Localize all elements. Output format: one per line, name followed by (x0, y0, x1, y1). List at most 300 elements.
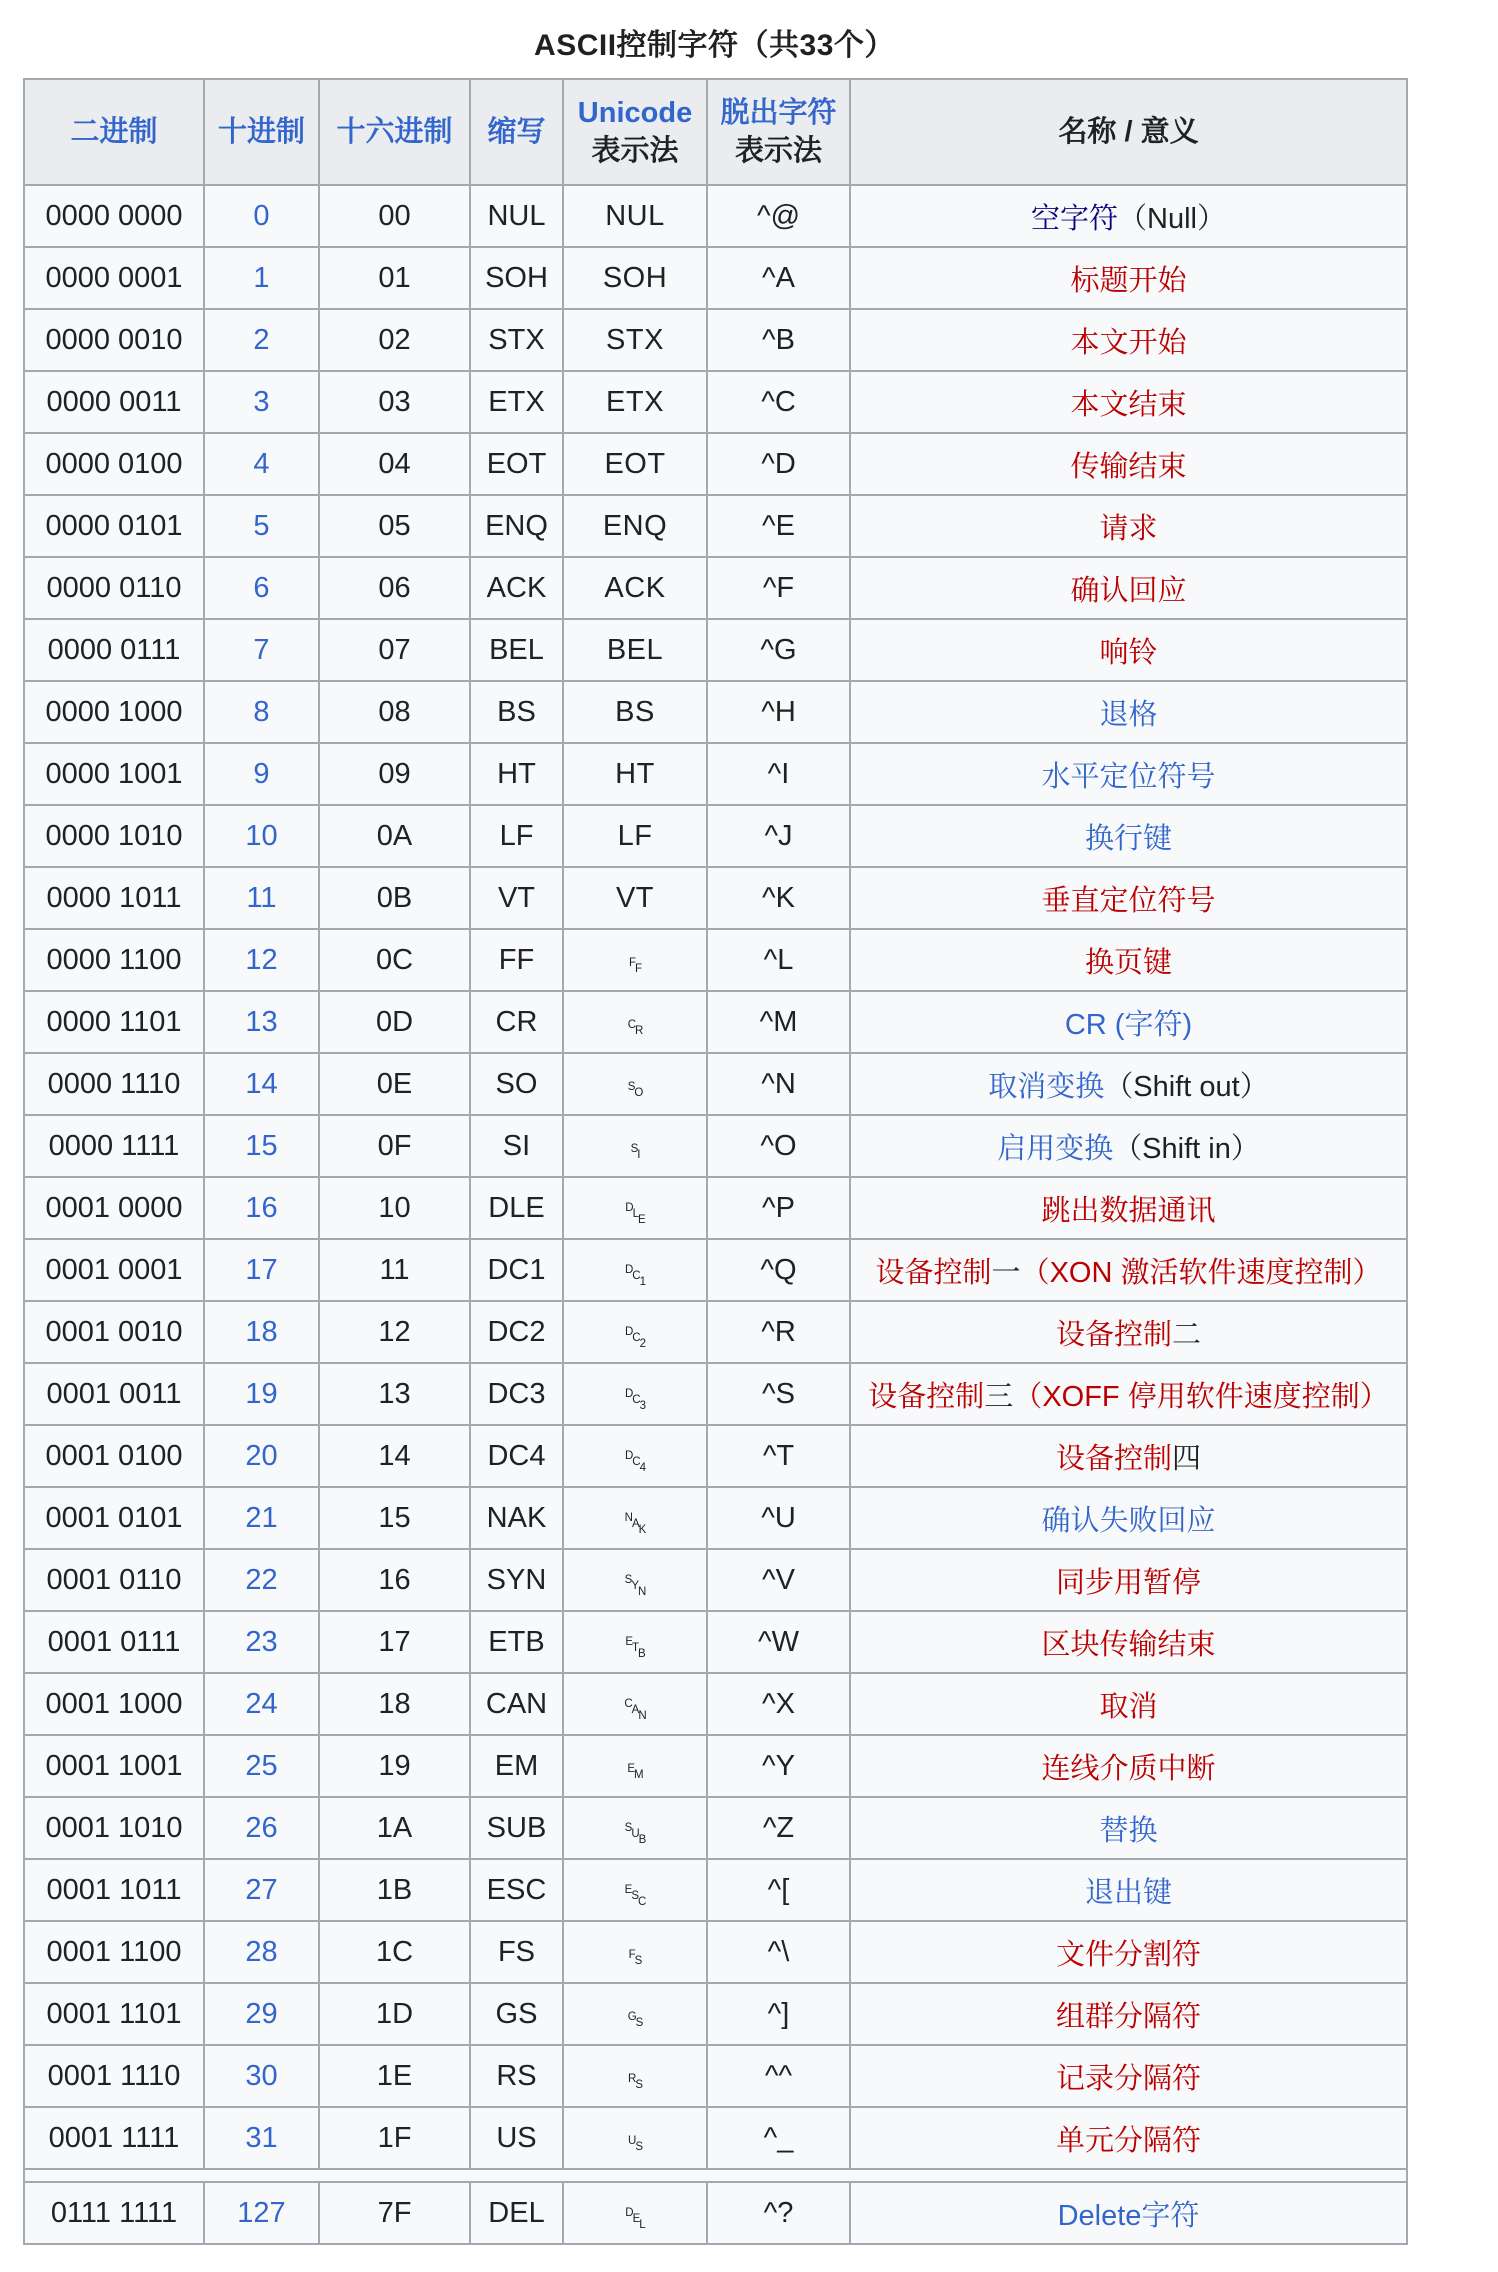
decimal-link[interactable]: 10 (245, 819, 278, 852)
decimal-cell (204, 1363, 319, 1425)
hex-cell: 08 (319, 681, 470, 743)
binary-cell: 0001 0000 (24, 1177, 204, 1239)
name-link[interactable]: 空字符 (1031, 202, 1119, 235)
table-row (24, 867, 1407, 929)
name-cell (850, 1487, 1407, 1549)
table-row (24, 619, 1407, 681)
name-link[interactable]: 设备控制 (868, 1380, 985, 1413)
name-cell (850, 185, 1407, 247)
decimal-link[interactable]: 3 (253, 385, 270, 418)
unicode-representation-cell: DEL (563, 2182, 707, 2244)
name-link[interactable]: 换行键 (1084, 822, 1172, 855)
caret-notation-cell: ^T (707, 1425, 850, 1487)
table-row (24, 495, 1407, 557)
abbreviation-cell: EOT (470, 433, 563, 495)
name-link[interactable]: 确认失败回应 (1041, 1504, 1216, 1537)
name-link[interactable]: 记录分隔符 (1055, 2062, 1201, 2095)
binary-cell: 0001 0001 (24, 1239, 204, 1301)
unicode-representation-cell: FS (563, 1921, 707, 1983)
table-row (24, 309, 1407, 371)
binary-cell: 0000 0100 (24, 433, 204, 495)
name-link[interactable]: 设备控制 (875, 1256, 992, 1289)
decimal-cell (204, 867, 319, 929)
hex-cell: 02 (319, 309, 470, 371)
name-text: （Shift in） (1113, 1132, 1260, 1165)
page-title: ASCII控制字符（共33个） (534, 29, 895, 62)
unicode-representation-cell: SI (563, 1115, 707, 1177)
name-cell (850, 1611, 1407, 1673)
decimal-link[interactable]: 15 (245, 1129, 278, 1162)
caret-notation-cell: ^N (707, 1053, 850, 1115)
decimal-link[interactable]: 30 (245, 2059, 278, 2092)
table-row (24, 1301, 1407, 1363)
binary-cell: 0001 1010 (24, 1797, 204, 1859)
header-hex-link[interactable]: 十六进制 (336, 116, 453, 148)
abbreviation-cell: HT (470, 743, 563, 805)
name-cell (850, 1859, 1407, 1921)
caret-notation-cell: ^Z (707, 1797, 850, 1859)
unicode-representation-cell: DC3 (563, 1363, 707, 1425)
name-cell (850, 1177, 1407, 1239)
decimal-link[interactable]: 19 (245, 1377, 278, 1410)
decimal-cell (204, 1673, 319, 1735)
caret-notation-cell: ^@ (707, 185, 850, 247)
name-cell (850, 1549, 1407, 1611)
table-row (24, 743, 1407, 805)
unicode-representation-cell: US (563, 2107, 707, 2169)
binary-cell: 0001 1001 (24, 1735, 204, 1797)
name-text: 三 (984, 1380, 1014, 1413)
table-row (24, 371, 1407, 433)
hex-cell: 18 (319, 1673, 470, 1735)
table-row (24, 1549, 1407, 1611)
header-binary-link[interactable]: 二进制 (70, 116, 158, 148)
table-row (24, 1177, 1407, 1239)
abbreviation-cell: SUB (470, 1797, 563, 1859)
abbreviation-cell: DC1 (470, 1239, 563, 1301)
decimal-link[interactable]: 5 (253, 509, 270, 542)
decimal-cell (204, 185, 319, 247)
abbreviation-cell: STX (470, 309, 563, 371)
caret-notation-cell: ^M (707, 991, 850, 1053)
name-link[interactable]: 启用变换 (997, 1132, 1114, 1165)
name-cell (850, 1735, 1407, 1797)
hex-cell: 1C (319, 1921, 470, 1983)
binary-cell: 0000 0111 (24, 619, 204, 681)
name-link[interactable]: 设备控制 (1055, 1442, 1172, 1475)
name-link[interactable]: 水平定位符号 (1041, 760, 1216, 793)
decimal-cell (204, 1115, 319, 1177)
unicode-representation-cell: VT (563, 867, 707, 929)
table-row (24, 991, 1407, 1053)
table-row (24, 2182, 1407, 2244)
name-link[interactable]: 取消变换 (988, 1070, 1105, 1103)
binary-cell: 0000 0010 (24, 309, 204, 371)
name-link[interactable]: 区块传输结束 (1041, 1628, 1216, 1661)
caret-notation-cell: ^X (707, 1673, 850, 1735)
table-row (24, 1425, 1407, 1487)
abbreviation-cell: SO (470, 1053, 563, 1115)
hex-cell: 09 (319, 743, 470, 805)
name-cell (850, 805, 1407, 867)
caret-notation-cell: ^[ (707, 1859, 850, 1921)
abbreviation-cell: SOH (470, 247, 563, 309)
decimal-cell (204, 929, 319, 991)
abbreviation-cell: LF (470, 805, 563, 867)
caret-notation-cell: ^G (707, 619, 850, 681)
abbreviation-cell: DC4 (470, 1425, 563, 1487)
decimal-link[interactable]: 22 (245, 1563, 278, 1596)
unicode-representation-cell: RS (563, 2045, 707, 2107)
decimal-cell (204, 1797, 319, 1859)
table-row (24, 2045, 1407, 2107)
caret-notation-cell: ^K (707, 867, 850, 929)
header-row (24, 79, 1407, 185)
name-link[interactable]: 跳出数据通讯 (1041, 1194, 1216, 1227)
hex-cell: 12 (319, 1301, 470, 1363)
caret-notation-cell: ^? (707, 2182, 850, 2244)
name-text: （Shift out） (1104, 1070, 1269, 1103)
hex-cell: 07 (319, 619, 470, 681)
hex-cell: 00 (319, 185, 470, 247)
caret-notation-cell: ^D (707, 433, 850, 495)
decimal-cell (204, 495, 319, 557)
table-row (24, 557, 1407, 619)
name-cell (850, 1921, 1407, 1983)
binary-cell: 0001 0100 (24, 1425, 204, 1487)
hex-cell: 01 (319, 247, 470, 309)
hex-cell: 10 (319, 1177, 470, 1239)
hex-cell: 0F (319, 1115, 470, 1177)
unicode-representation-cell: LF (563, 805, 707, 867)
caret-notation-cell: ^V (707, 1549, 850, 1611)
hex-cell: 1E (319, 2045, 470, 2107)
decimal-cell (204, 619, 319, 681)
name-link[interactable]: 连线介质中断 (1041, 1752, 1216, 1785)
name-cell (850, 1239, 1407, 1301)
name-cell (850, 619, 1407, 681)
unicode-representation-cell: SO (563, 1053, 707, 1115)
abbreviation-cell: DC2 (470, 1301, 563, 1363)
binary-cell: 0001 1011 (24, 1859, 204, 1921)
name-cell (850, 433, 1407, 495)
name-cell (850, 1425, 1407, 1487)
binary-cell: 0001 1100 (24, 1921, 204, 1983)
table-row (24, 1797, 1407, 1859)
header-name-meaning: 名称 / 意义 (850, 79, 1407, 185)
caret-notation-cell: ^U (707, 1487, 850, 1549)
table-row (24, 1673, 1407, 1735)
header-escape-character (707, 79, 850, 185)
decimal-cell (204, 557, 319, 619)
hex-cell: 0E (319, 1053, 470, 1115)
decimal-link[interactable]: 0 (253, 199, 270, 232)
unicode-representation-cell: FF (563, 929, 707, 991)
unicode-representation-cell: ETB (563, 1611, 707, 1673)
decimal-link[interactable]: 23 (245, 1625, 278, 1658)
decimal-link[interactable]: 24 (245, 1687, 278, 1720)
hex-cell: 17 (319, 1611, 470, 1673)
unicode-representation-cell: DC2 (563, 1301, 707, 1363)
unicode-representation-cell: BS (563, 681, 707, 743)
caret-notation-cell: ^C (707, 371, 850, 433)
caret-notation-cell: ^J (707, 805, 850, 867)
decimal-link[interactable]: 12 (245, 943, 278, 976)
name-link[interactable]: 设备控制 (1055, 1318, 1172, 1351)
caret-notation-cell: ^F (707, 557, 850, 619)
table-row (24, 1363, 1407, 1425)
decimal-cell (204, 1053, 319, 1115)
name-link[interactable]: 换页键 (1084, 946, 1172, 979)
name-link[interactable]: 标题开始 (1070, 264, 1187, 297)
table-row (24, 2107, 1407, 2169)
abbreviation-cell: BEL (470, 619, 563, 681)
hex-cell: 05 (319, 495, 470, 557)
decimal-link[interactable]: 16 (245, 1191, 278, 1224)
header-unicode-line2: 表示法 (591, 135, 679, 167)
decimal-link[interactable]: 2 (253, 323, 270, 356)
hex-cell: 19 (319, 1735, 470, 1797)
name-link[interactable]: 传输结束 (1070, 450, 1187, 483)
decimal-cell (204, 2107, 319, 2169)
decimal-cell (204, 805, 319, 867)
decimal-link[interactable]: 26 (245, 1811, 278, 1844)
decimal-link[interactable]: 27 (245, 1873, 278, 1906)
name-link[interactable]: 退格 (1099, 698, 1158, 731)
hex-cell: 7F (319, 2182, 470, 2244)
decimal-cell (204, 371, 319, 433)
binary-cell: 0000 0000 (24, 185, 204, 247)
binary-cell: 0001 0101 (24, 1487, 204, 1549)
table-row (24, 1611, 1407, 1673)
abbreviation-cell: ETX (470, 371, 563, 433)
separator-cell (24, 2169, 1407, 2182)
name-link[interactable]: Delete字符 (1057, 2199, 1200, 2232)
abbreviation-cell: GS (470, 1983, 563, 2045)
unicode-representation-cell: SOH (563, 247, 707, 309)
name-text: 四 (1172, 1442, 1202, 1475)
unicode-representation-cell: ETX (563, 371, 707, 433)
name-cell (850, 1301, 1407, 1363)
abbreviation-cell: BS (470, 681, 563, 743)
name-link[interactable]: 单元分隔符 (1055, 2124, 1201, 2157)
header-unicode-link[interactable]: Unicode (577, 97, 693, 129)
abbreviation-cell: DLE (470, 1177, 563, 1239)
abbreviation-cell: SYN (470, 1549, 563, 1611)
name-link[interactable]: 本文结束 (1070, 388, 1187, 421)
header-escape-link[interactable]: 脱出字符 (720, 97, 837, 129)
caret-notation-cell: ^I (707, 743, 850, 805)
binary-cell: 0000 1010 (24, 805, 204, 867)
decimal-link[interactable]: 6 (253, 571, 270, 604)
name-cell (850, 309, 1407, 371)
header-decimal (204, 79, 319, 185)
unicode-representation-cell: NUL (563, 185, 707, 247)
unicode-representation-cell: CAN (563, 1673, 707, 1735)
decimal-cell (204, 1239, 319, 1301)
binary-cell: 0001 0010 (24, 1301, 204, 1363)
caret-notation-cell: ^^ (707, 2045, 850, 2107)
caret-notation-cell: ^E (707, 495, 850, 557)
unicode-representation-cell: EM (563, 1735, 707, 1797)
decimal-cell (204, 1735, 319, 1797)
name-cell (850, 495, 1407, 557)
name-cell (850, 743, 1407, 805)
table-row (24, 1921, 1407, 1983)
unicode-representation-cell: BEL (563, 619, 707, 681)
caret-notation-cell: ^] (707, 1983, 850, 2045)
hex-cell: 0D (319, 991, 470, 1053)
binary-cell: 0001 1111 (24, 2107, 204, 2169)
separator-row (24, 2169, 1407, 2182)
decimal-link[interactable]: 1 (253, 261, 270, 294)
decimal-link[interactable]: 11 (246, 881, 277, 914)
table-row (24, 681, 1407, 743)
unicode-representation-cell: DLE (563, 1177, 707, 1239)
decimal-link[interactable]: 31 (245, 2121, 278, 2154)
name-cell (850, 929, 1407, 991)
table-row (24, 1115, 1407, 1177)
table-row (24, 433, 1407, 495)
abbreviation-cell: NUL (470, 185, 563, 247)
name-text: 一 (991, 1256, 1021, 1289)
unicode-representation-cell: SYN (563, 1549, 707, 1611)
decimal-link[interactable]: 29 (245, 1997, 278, 2030)
decimal-cell (204, 1425, 319, 1487)
name-cell (850, 1363, 1407, 1425)
name-link[interactable]: 响铃 (1099, 636, 1158, 669)
unicode-representation-cell: EOT (563, 433, 707, 495)
unicode-representation-cell: GS (563, 1983, 707, 2045)
header-unicode-representation (563, 79, 707, 185)
unicode-representation-cell: DC4 (563, 1425, 707, 1487)
hex-cell: 13 (319, 1363, 470, 1425)
decimal-cell (204, 1301, 319, 1363)
caret-notation-cell: ^Y (707, 1735, 850, 1797)
name-link[interactable]: 取消 (1099, 1690, 1158, 1723)
decimal-link[interactable]: 4 (253, 447, 270, 480)
decimal-link[interactable]: 14 (245, 1067, 278, 1100)
hex-cell: 14 (319, 1425, 470, 1487)
name-link[interactable]: 文件分割符 (1055, 1938, 1201, 1971)
name-link[interactable]: 同步用暂停 (1055, 1566, 1201, 1599)
ascii-control-characters-table (23, 78, 1408, 2245)
name-link[interactable]: （XOFF 停用软件速度控制） (1013, 1380, 1389, 1413)
name-link[interactable]: （XON 激活软件速度控制） (1020, 1256, 1382, 1289)
name-link[interactable]: 垂直定位符号 (1041, 884, 1216, 917)
name-link[interactable]: CR (字符) (1064, 1008, 1193, 1041)
unicode-representation-cell: ACK (563, 557, 707, 619)
table-row (24, 1487, 1407, 1549)
decimal-cell (204, 2045, 319, 2107)
table-row (24, 1983, 1407, 2045)
table-row (24, 1053, 1407, 1115)
decimal-link[interactable]: 8 (253, 695, 270, 728)
abbreviation-cell: DC3 (470, 1363, 563, 1425)
binary-cell: 0000 1011 (24, 867, 204, 929)
name-cell (850, 2182, 1407, 2244)
binary-cell: 0000 1110 (24, 1053, 204, 1115)
decimal-link[interactable]: 21 (245, 1501, 278, 1534)
name-link[interactable]: 退出键 (1084, 1876, 1172, 1909)
name-cell (850, 867, 1407, 929)
unicode-representation-cell: NAK (563, 1487, 707, 1549)
decimal-link[interactable]: 20 (245, 1439, 278, 1472)
abbreviation-cell: DEL (470, 2182, 563, 2244)
binary-cell: 0000 1111 (24, 1115, 204, 1177)
table-row (24, 1239, 1407, 1301)
abbreviation-cell: NAK (470, 1487, 563, 1549)
name-link[interactable]: 组群分隔符 (1055, 2000, 1201, 2033)
abbreviation-cell: ACK (470, 557, 563, 619)
header-decimal-link[interactable]: 十进制 (217, 116, 305, 148)
abbreviation-cell: ESC (470, 1859, 563, 1921)
caret-notation-cell: ^L (707, 929, 850, 991)
hex-cell: 16 (319, 1549, 470, 1611)
name-link[interactable]: 请求 (1099, 512, 1158, 545)
table-row (24, 247, 1407, 309)
unicode-representation-cell: STX (563, 309, 707, 371)
name-text: 二 (1172, 1318, 1202, 1351)
binary-cell: 0001 1000 (24, 1673, 204, 1735)
hex-cell: 06 (319, 557, 470, 619)
name-cell (850, 1673, 1407, 1735)
decimal-link[interactable]: 13 (245, 1005, 278, 1038)
binary-cell: 0000 0011 (24, 371, 204, 433)
name-link[interactable]: 本文开始 (1070, 326, 1187, 359)
abbreviation-cell: US (470, 2107, 563, 2169)
abbreviation-cell: RS (470, 2045, 563, 2107)
decimal-cell (204, 2182, 319, 2244)
decimal-link[interactable]: 7 (253, 633, 270, 666)
abbreviation-cell: FS (470, 1921, 563, 1983)
decimal-link[interactable]: 9 (253, 757, 270, 790)
name-cell (850, 1983, 1407, 2045)
decimal-cell (204, 1611, 319, 1673)
unicode-representation-cell: SUB (563, 1797, 707, 1859)
decimal-link[interactable]: 25 (245, 1749, 278, 1782)
caret-notation-cell: ^Q (707, 1239, 850, 1301)
abbreviation-cell: CR (470, 991, 563, 1053)
unicode-representation-cell: HT (563, 743, 707, 805)
header-hex (319, 79, 470, 185)
table-row (24, 929, 1407, 991)
table-row (24, 805, 1407, 867)
binary-cell: 0001 0011 (24, 1363, 204, 1425)
decimal-link[interactable]: 127 (237, 2196, 286, 2229)
decimal-cell (204, 1859, 319, 1921)
binary-cell: 0001 0111 (24, 1611, 204, 1673)
caret-notation-cell: ^S (707, 1363, 850, 1425)
binary-cell: 0000 1000 (24, 681, 204, 743)
name-cell (850, 991, 1407, 1053)
abbreviation-cell: CAN (470, 1673, 563, 1735)
name-link[interactable]: 确认回应 (1070, 574, 1187, 607)
decimal-link[interactable]: 28 (245, 1935, 278, 1968)
name-cell (850, 1797, 1407, 1859)
decimal-link[interactable]: 18 (245, 1315, 278, 1348)
hex-cell: 1B (319, 1859, 470, 1921)
caret-notation-cell: ^A (707, 247, 850, 309)
name-cell (850, 2045, 1407, 2107)
caret-notation-cell: ^H (707, 681, 850, 743)
name-link[interactable]: 替换 (1099, 1814, 1158, 1847)
header-abbreviation-link[interactable]: 缩写 (487, 116, 546, 148)
decimal-link[interactable]: 17 (245, 1253, 278, 1286)
caret-notation-cell: ^O (707, 1115, 850, 1177)
caret-notation-cell: ^_ (707, 2107, 850, 2169)
decimal-cell (204, 1487, 319, 1549)
